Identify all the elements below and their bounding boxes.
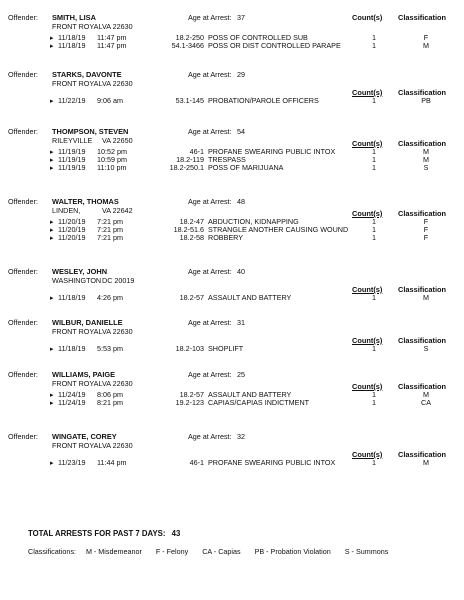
legend-item: S - Summons (344, 547, 389, 556)
offender-name: WILBUR, DANIELLE (52, 318, 123, 327)
classification-header: Classification (398, 209, 447, 218)
offender-state-zip: VA 22642 (102, 206, 133, 215)
charge-code: 18.2-51.6 (173, 225, 204, 234)
charge-date: 11/18/19 (58, 293, 86, 302)
charge-description: PROFANE SWEARING PUBLIC INTOX (208, 147, 336, 156)
charge-description: POSS OF MARIJUANA (208, 163, 284, 172)
charge-code: 18.2-103 (175, 344, 204, 353)
charge-code: 18.2-250 (175, 33, 204, 42)
count-header: Count(s) (352, 139, 383, 148)
charge-time: 9:06 am (97, 96, 123, 105)
charge-date: 11/24/19 (58, 398, 86, 407)
classification-header: Classification (398, 285, 447, 294)
offender-name: STARKS, DAVONTE (52, 70, 122, 79)
age-label: Age at Arrest: (188, 13, 232, 22)
charge-date: 11/24/19 (58, 390, 86, 399)
offender-city: FRONT ROYAL (52, 379, 103, 388)
charge-time: 10:52 pm (97, 147, 127, 156)
charge-description: CAPIAS/CAPIAS INDICTMENT (208, 398, 310, 407)
charge-description: POSS OF CONTROLLED SUB (208, 33, 308, 42)
offender-age: 37 (237, 13, 245, 22)
arrow-bullet-icon: ▸ (50, 147, 54, 156)
charge-time: 8:06 pm (97, 390, 123, 399)
offender-state-zip: DC 20019 (102, 276, 135, 285)
charge-time: 10:59 pm (97, 155, 127, 164)
offender-name: THOMPSON, STEVEN (52, 127, 129, 136)
charge-classification: M (423, 390, 429, 399)
charge-description: TRESPASS (208, 155, 246, 164)
charge-code: 54.1-3466 (171, 41, 204, 50)
charge-code: 18.2-57 (179, 390, 204, 399)
charge-date: 11/19/19 (58, 147, 86, 156)
charge-code: 19.2-123 (175, 398, 204, 407)
charge-count: 1 (372, 344, 376, 353)
count-header: Count(s) (352, 88, 383, 97)
offender-name: WALTER, THOMAS (52, 197, 119, 206)
charge-time: 11:47 pm (97, 41, 127, 50)
charge-description: SHOPLIFT (208, 344, 244, 353)
charge-time: 7:21 pm (97, 233, 123, 242)
charge-time: 11:44 pm (97, 458, 127, 467)
arrow-bullet-icon: ▸ (50, 390, 54, 399)
offender-city: FRONT ROYAL (52, 327, 103, 336)
charge-description: ROBBERY (208, 233, 244, 242)
legend-item: CA - Capias (202, 547, 241, 556)
charge-description: ABDUCTION, KIDNAPPING (208, 217, 299, 226)
arrow-bullet-icon: ▸ (50, 163, 54, 172)
charge-classification: M (423, 147, 429, 156)
age-label: Age at Arrest: (188, 70, 232, 79)
arrow-bullet-icon: ▸ (50, 398, 54, 407)
count-header: Count(s) (352, 336, 383, 345)
arrow-bullet-icon: ▸ (50, 96, 54, 105)
charge-count: 1 (372, 390, 376, 399)
charge-count: 1 (372, 217, 376, 226)
age-label: Age at Arrest: (188, 318, 232, 327)
charge-code: 18.2-47 (179, 217, 204, 226)
total-arrests-value: 43 (171, 529, 181, 538)
charge-code: 18.2-58 (179, 233, 204, 242)
charge-date: 11/20/19 (58, 233, 86, 242)
charge-classification: CA (421, 398, 431, 407)
offender-label: Offender: (8, 197, 38, 206)
count-header: Count(s) (352, 450, 383, 459)
offender-label: Offender: (8, 318, 38, 327)
arrow-bullet-icon: ▸ (50, 293, 54, 302)
legend-item: PB - Probation Violation (254, 547, 331, 556)
age-label: Age at Arrest: (188, 197, 232, 206)
charge-time: 7:21 pm (97, 217, 123, 226)
arrow-bullet-icon: ▸ (50, 458, 54, 467)
count-header: Count(s) (352, 382, 383, 391)
charge-code: 18.2-57 (179, 293, 204, 302)
count-header: Count(s) (352, 209, 383, 218)
charge-date: 11/20/19 (58, 217, 86, 226)
charge-date: 11/18/19 (58, 344, 86, 353)
charge-time: 7:21 pm (97, 225, 123, 234)
offender-age: 31 (237, 318, 245, 327)
offender-label: Offender: (8, 70, 38, 79)
offender-age: 32 (237, 432, 245, 441)
charge-count: 1 (372, 225, 376, 234)
charge-time: 5:53 pm (97, 344, 123, 353)
offender-name: SMITH, LISA (52, 13, 96, 22)
offender-city: FRONT ROYAL (52, 22, 103, 31)
offender-state-zip: VA 22630 (102, 327, 133, 336)
charge-time: 4:26 pm (97, 293, 123, 302)
arrow-bullet-icon: ▸ (50, 155, 54, 164)
offender-city: LINDEN, (52, 206, 81, 215)
charge-code: 53.1-145 (175, 96, 204, 105)
total-arrests (28, 529, 180, 538)
offender-state-zip: VA 22630 (102, 22, 133, 31)
classification-header: Classification (398, 382, 447, 391)
charge-date: 11/22/19 (58, 96, 86, 105)
arrow-bullet-icon: ▸ (50, 344, 54, 353)
offender-city: FRONT ROYAL (52, 441, 103, 450)
charge-time: 11:47 pm (97, 33, 127, 42)
classification-header: Classification (398, 450, 447, 459)
charge-classification: F (423, 225, 429, 234)
offender-name: WESLEY, JOHN (52, 267, 108, 276)
offender-age: 25 (237, 370, 245, 379)
charge-count: 1 (372, 41, 376, 50)
arrow-bullet-icon: ▸ (50, 233, 54, 242)
offender-city: FRONT ROYAL (52, 79, 103, 88)
offender-age: 54 (237, 127, 245, 136)
charge-date: 11/18/19 (58, 41, 86, 50)
offender-age: 48 (237, 197, 245, 206)
offender-city: WASHINGTON (52, 276, 102, 285)
charge-count: 1 (372, 293, 376, 302)
arrow-bullet-icon: ▸ (50, 33, 54, 42)
offender-age: 29 (237, 70, 245, 79)
charge-time: 8:21 pm (97, 398, 123, 407)
charge-description: ASSAULT AND BATTERY (208, 293, 292, 302)
charge-code: 46-1 (189, 458, 204, 467)
age-label: Age at Arrest: (188, 370, 232, 379)
count-header: Count(s) (352, 285, 383, 294)
offender-label: Offender: (8, 267, 38, 276)
age-label: Age at Arrest: (188, 432, 232, 441)
offender-label: Offender: (8, 13, 38, 22)
offender-age: 40 (237, 267, 245, 276)
classification-header: Classification (398, 336, 447, 345)
charge-classification: M (423, 155, 429, 164)
charge-description: ASSAULT AND BATTERY (208, 390, 292, 399)
charge-count: 1 (372, 96, 376, 105)
offender-state-zip: VA 22630 (102, 379, 133, 388)
count-header: Count(s) (352, 13, 383, 22)
offender-name: WINGATE, COREY (52, 432, 117, 441)
charge-classification: S (423, 163, 429, 172)
charge-classification: F (423, 217, 429, 226)
classification-header: Classification (398, 88, 447, 97)
classification-header: Classification (398, 13, 447, 22)
charge-classification: S (423, 344, 429, 353)
charge-count: 1 (372, 398, 376, 407)
charge-count: 1 (372, 163, 376, 172)
arrow-bullet-icon: ▸ (50, 217, 54, 226)
charge-count: 1 (372, 33, 376, 42)
charge-date: 11/19/19 (58, 163, 86, 172)
legend-item: F - Felony (155, 547, 189, 556)
charge-time: 11:10 pm (97, 163, 127, 172)
offender-state-zip: VA 22630 (102, 441, 133, 450)
charge-classification: M (423, 41, 429, 50)
charge-count: 1 (372, 458, 376, 467)
charge-code: 18.2-250.1 (169, 163, 204, 172)
age-label: Age at Arrest: (188, 267, 232, 276)
arrow-bullet-icon: ▸ (50, 41, 54, 50)
offender-city: RILEYVILLE (52, 136, 93, 145)
legend-label: Classifications: (28, 547, 76, 556)
charge-date: 11/18/19 (58, 33, 86, 42)
charge-classification: M (423, 458, 429, 467)
offender-label: Offender: (8, 370, 38, 379)
charge-classification: M (423, 293, 429, 302)
total-arrests-label: TOTAL ARRESTS FOR PAST 7 DAYS: (28, 529, 166, 538)
charge-classification: PB (421, 96, 431, 105)
charge-count: 1 (372, 233, 376, 242)
classification-legend (28, 547, 388, 556)
arrow-bullet-icon: ▸ (50, 225, 54, 234)
offender-label: Offender: (8, 127, 38, 136)
charge-code: 46-1 (189, 147, 204, 156)
charge-classification: F (423, 33, 429, 42)
charge-date: 11/23/19 (58, 458, 86, 467)
charge-description: PROFANE SWEARING PUBLIC INTOX (208, 458, 336, 467)
charge-code: 18.2-119 (176, 155, 204, 164)
offender-name: WILLIAMS, PAIGE (52, 370, 116, 379)
charge-description: STRANGLE ANOTHER CAUSING WOUND (208, 225, 349, 234)
offender-label: Offender: (8, 432, 38, 441)
charge-date: 11/20/19 (58, 225, 86, 234)
age-label: Age at Arrest: (188, 127, 232, 136)
charge-description: POSS OR DIST CONTROLLED PARAPE (208, 41, 341, 50)
offender-state-zip: VA 22650 (102, 136, 133, 145)
charge-classification: F (423, 233, 429, 242)
charge-count: 1 (372, 147, 376, 156)
charge-description: PROBATION/PAROLE OFFICERS (208, 96, 319, 105)
charge-count: 1 (372, 155, 376, 164)
classification-header: Classification (398, 139, 447, 148)
offender-state-zip: VA 22630 (102, 79, 133, 88)
charge-date: 11/19/19 (58, 155, 86, 164)
legend-item: M - Misdemeanor (85, 547, 142, 556)
